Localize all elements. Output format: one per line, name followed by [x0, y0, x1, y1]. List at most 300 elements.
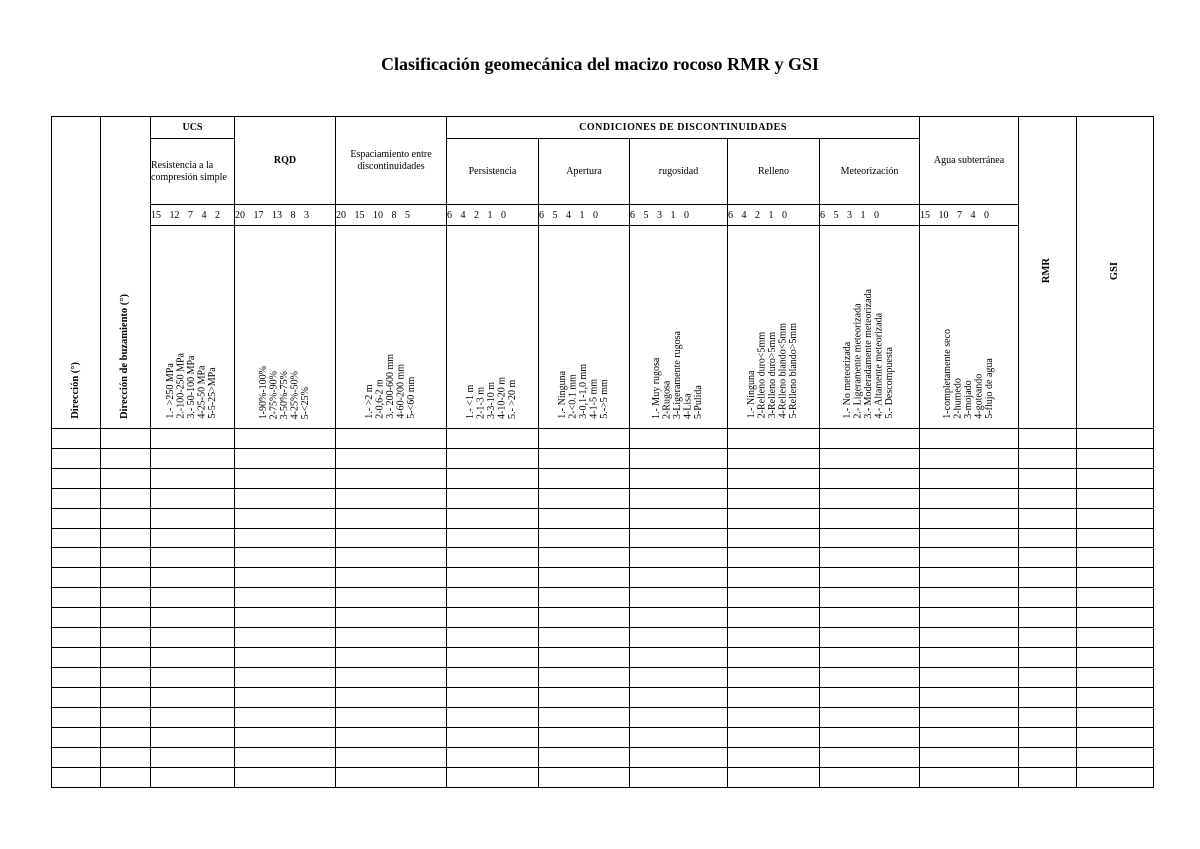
data-cell[interactable]	[820, 608, 920, 628]
data-cell[interactable]	[630, 588, 728, 608]
data-cell[interactable]	[151, 568, 235, 588]
data-cell[interactable]	[539, 428, 630, 448]
data-cell[interactable]	[151, 668, 235, 688]
data-cell[interactable]	[728, 767, 820, 787]
class-option: 3-50%-75%	[278, 370, 290, 419]
data-cell[interactable]	[447, 727, 539, 747]
data-cell[interactable]	[101, 648, 151, 668]
data-cell[interactable]	[630, 468, 728, 488]
data-cell[interactable]	[820, 508, 920, 528]
data-cell[interactable]	[820, 448, 920, 468]
direccion-header: Dirección (°)	[52, 117, 101, 429]
data-cell[interactable]	[52, 628, 101, 648]
data-cell[interactable]	[235, 428, 336, 448]
data-cell[interactable]	[336, 508, 447, 528]
class-option: 1.- <1 m	[465, 384, 477, 419]
agua-header: Agua subterránea	[920, 117, 1019, 205]
data-cell[interactable]	[101, 628, 151, 648]
data-cell[interactable]	[336, 727, 447, 747]
class-option: 5-flujo de agua	[983, 358, 995, 419]
data-cell[interactable]	[151, 508, 235, 528]
data-row	[52, 508, 1154, 528]
data-cell[interactable]	[539, 668, 630, 688]
data-cell[interactable]	[447, 488, 539, 508]
data-cell[interactable]	[630, 648, 728, 668]
data-cell[interactable]	[447, 688, 539, 708]
data-row	[52, 648, 1154, 668]
data-cell[interactable]	[151, 588, 235, 608]
data-cell[interactable]	[101, 668, 151, 688]
data-cell[interactable]	[52, 747, 101, 767]
data-cell[interactable]	[447, 508, 539, 528]
data-cell[interactable]	[1077, 668, 1154, 688]
class-option: 5.- Descompuesta	[884, 347, 896, 419]
data-cell[interactable]	[920, 428, 1019, 448]
data-cell[interactable]	[101, 747, 151, 767]
data-cell[interactable]	[447, 568, 539, 588]
data-cell[interactable]	[235, 608, 336, 628]
data-cell[interactable]	[447, 767, 539, 787]
ucs-scores: 15 12 7 4 2	[151, 205, 235, 226]
data-cell[interactable]	[447, 707, 539, 727]
data-cell[interactable]	[1077, 468, 1154, 488]
data-cell[interactable]	[630, 668, 728, 688]
data-cell[interactable]	[101, 428, 151, 448]
data-cell[interactable]	[1077, 727, 1154, 747]
data-cell[interactable]	[1019, 707, 1077, 727]
rugosidad-header: rugosidad	[630, 139, 728, 205]
data-cell[interactable]	[151, 608, 235, 628]
data-row	[52, 668, 1154, 688]
data-cell[interactable]	[336, 468, 447, 488]
class-option: 3.- Moderadamente meteorizada	[863, 289, 875, 419]
data-cell[interactable]	[336, 707, 447, 727]
data-cell[interactable]	[820, 747, 920, 767]
data-cell[interactable]	[1019, 568, 1077, 588]
data-cell[interactable]	[1019, 548, 1077, 568]
class-option: 1-completamente seco	[941, 329, 953, 419]
class-option: 5-Pulida	[693, 384, 705, 419]
data-cell[interactable]	[447, 747, 539, 767]
data-cell[interactable]	[820, 428, 920, 448]
data-cell[interactable]	[151, 648, 235, 668]
data-cell[interactable]	[728, 548, 820, 568]
data-cell[interactable]	[539, 608, 630, 628]
data-cell[interactable]	[52, 448, 101, 468]
class-option: 2-75%-90%	[268, 370, 280, 419]
data-cell[interactable]	[447, 428, 539, 448]
data-cell[interactable]	[1019, 428, 1077, 448]
data-row	[52, 528, 1154, 548]
data-cell[interactable]	[52, 468, 101, 488]
data-cell[interactable]	[920, 608, 1019, 628]
rug-scores: 6 5 3 1 0	[630, 205, 728, 226]
data-cell[interactable]	[630, 628, 728, 648]
class-option: 4-60-200 mm	[395, 364, 407, 419]
rmr-gsi-table	[51, 116, 1154, 788]
data-cell[interactable]	[920, 688, 1019, 708]
data-cell[interactable]	[101, 568, 151, 588]
data-cell[interactable]	[101, 688, 151, 708]
data-cell[interactable]	[820, 688, 920, 708]
class-option: 5.- >20 m	[507, 379, 519, 419]
data-cell[interactable]	[920, 707, 1019, 727]
data-row	[52, 488, 1154, 508]
data-row	[52, 628, 1154, 648]
data-cell[interactable]	[52, 648, 101, 668]
data-cell[interactable]	[920, 628, 1019, 648]
data-row	[52, 548, 1154, 568]
data-cell[interactable]	[151, 468, 235, 488]
class-option: 3.- 50-100 MPa	[186, 355, 198, 419]
class-option: 3-mojado	[962, 380, 974, 419]
data-cell[interactable]	[52, 707, 101, 727]
data-cell[interactable]	[1077, 548, 1154, 568]
data-cell[interactable]	[447, 548, 539, 568]
data-cell[interactable]	[52, 548, 101, 568]
data-cell[interactable]	[447, 668, 539, 688]
data-row	[52, 588, 1154, 608]
data-cell[interactable]	[101, 767, 151, 787]
data-cell[interactable]	[101, 448, 151, 468]
data-cell[interactable]	[728, 648, 820, 668]
data-cell[interactable]	[1019, 448, 1077, 468]
data-cell[interactable]	[336, 608, 447, 628]
data-cell[interactable]	[1077, 747, 1154, 767]
data-cell[interactable]	[728, 588, 820, 608]
espaciamiento-header: Espaciamiento entre discontinuidades	[336, 117, 447, 205]
data-cell[interactable]	[336, 568, 447, 588]
data-cell[interactable]	[151, 688, 235, 708]
data-cell[interactable]	[101, 508, 151, 528]
data-cell[interactable]	[1019, 528, 1077, 548]
data-cell[interactable]	[820, 568, 920, 588]
data-cell[interactable]	[1077, 508, 1154, 528]
data-cell[interactable]	[52, 488, 101, 508]
data-cell[interactable]	[336, 488, 447, 508]
data-cell[interactable]	[920, 668, 1019, 688]
data-cell[interactable]	[728, 428, 820, 448]
class-option: 1.- Ninguna	[556, 371, 568, 419]
data-cell[interactable]	[630, 608, 728, 628]
data-cell[interactable]	[151, 428, 235, 448]
data-cell[interactable]	[447, 648, 539, 668]
data-cell[interactable]	[235, 588, 336, 608]
data-cell[interactable]	[52, 568, 101, 588]
data-cell[interactable]	[1019, 648, 1077, 668]
data-cell[interactable]	[1019, 767, 1077, 787]
data-cell[interactable]	[539, 508, 630, 528]
data-cell[interactable]	[920, 448, 1019, 468]
meteorizacion-header: Meteorización	[820, 139, 920, 205]
data-cell[interactable]	[235, 747, 336, 767]
buzamiento-header: Dirección de buzamiento (°)	[101, 117, 151, 429]
data-cell[interactable]	[1077, 488, 1154, 508]
data-cell[interactable]	[630, 488, 728, 508]
data-cell[interactable]	[820, 528, 920, 548]
data-cell[interactable]	[920, 767, 1019, 787]
data-cell[interactable]	[630, 528, 728, 548]
data-cell[interactable]	[539, 468, 630, 488]
data-cell[interactable]	[728, 747, 820, 767]
data-cell[interactable]	[1077, 628, 1154, 648]
pers-classes	[447, 226, 539, 429]
data-cell[interactable]	[630, 428, 728, 448]
esp-scores: 20 15 10 8 5	[336, 205, 447, 226]
data-cell[interactable]	[336, 588, 447, 608]
data-cell[interactable]	[630, 548, 728, 568]
class-option: 1.- No meteorizada	[842, 341, 854, 419]
data-cell[interactable]	[1077, 588, 1154, 608]
gsi-header: GSI	[1077, 117, 1154, 429]
data-cell[interactable]	[336, 448, 447, 468]
data-cell[interactable]	[1019, 488, 1077, 508]
data-cell[interactable]	[151, 488, 235, 508]
data-cell[interactable]	[1019, 668, 1077, 688]
data-cell[interactable]	[630, 448, 728, 468]
data-cell[interactable]	[820, 707, 920, 727]
data-cell[interactable]	[1019, 468, 1077, 488]
condiciones-header: CONDICIONES DE DISCONTINUIDADES	[447, 117, 920, 139]
data-cell[interactable]	[920, 508, 1019, 528]
data-cell[interactable]	[630, 707, 728, 727]
data-cell[interactable]	[235, 727, 336, 747]
data-cell[interactable]	[820, 488, 920, 508]
rqd-scores: 20 17 13 8 3	[235, 205, 336, 226]
data-cell[interactable]	[1077, 568, 1154, 588]
data-cell[interactable]	[728, 568, 820, 588]
data-cell[interactable]	[920, 747, 1019, 767]
data-cell[interactable]	[336, 688, 447, 708]
data-cell[interactable]	[151, 747, 235, 767]
data-cell[interactable]	[52, 668, 101, 688]
class-option: 3.- 200-600 mm	[384, 354, 396, 419]
class-option: 4.- Altamente meteorizada	[873, 313, 885, 419]
data-cell[interactable]	[235, 568, 336, 588]
data-cell[interactable]	[1077, 767, 1154, 787]
class-option: 2-<0.1 mm	[567, 374, 579, 419]
data-cell[interactable]	[101, 548, 151, 568]
data-cell[interactable]	[52, 608, 101, 628]
data-cell[interactable]	[336, 628, 447, 648]
data-row	[52, 767, 1154, 787]
data-cell[interactable]	[1019, 688, 1077, 708]
class-option: 4-10-20 m	[496, 376, 508, 419]
class-option: 1.- Ninguna	[746, 371, 758, 419]
data-cell[interactable]	[630, 508, 728, 528]
class-option: 5-5-25>MPa	[207, 367, 219, 419]
data-cell[interactable]	[1019, 747, 1077, 767]
data-cell[interactable]	[447, 588, 539, 608]
data-cell[interactable]	[820, 648, 920, 668]
data-cell[interactable]	[539, 727, 630, 747]
rmr-header: RMR	[1019, 117, 1077, 429]
data-row	[52, 448, 1154, 468]
data-cell[interactable]	[920, 648, 1019, 668]
data-cell[interactable]	[101, 727, 151, 747]
ap-scores: 6 5 4 1 0	[539, 205, 630, 226]
class-option: 5-<60 mm	[405, 376, 417, 419]
data-cell[interactable]	[920, 727, 1019, 747]
data-cell[interactable]	[235, 528, 336, 548]
data-cell[interactable]	[820, 668, 920, 688]
data-cell[interactable]	[539, 767, 630, 787]
data-cell[interactable]	[101, 608, 151, 628]
data-cell[interactable]	[1077, 428, 1154, 448]
data-cell[interactable]	[539, 528, 630, 548]
met-scores: 6 5 3 1 0	[820, 205, 920, 226]
relleno-header: Relleno	[728, 139, 820, 205]
data-cell[interactable]	[728, 727, 820, 747]
data-row	[52, 428, 1154, 448]
data-cell[interactable]	[235, 488, 336, 508]
class-option: 1.- >250 MPa	[165, 363, 177, 419]
data-cell[interactable]	[1019, 508, 1077, 528]
data-cell[interactable]	[1077, 608, 1154, 628]
data-cell[interactable]	[920, 548, 1019, 568]
data-cell[interactable]	[920, 588, 1019, 608]
data-cell[interactable]	[151, 548, 235, 568]
data-cell[interactable]	[336, 767, 447, 787]
data-cell[interactable]	[235, 548, 336, 568]
data-cell[interactable]	[52, 588, 101, 608]
data-cell[interactable]	[820, 727, 920, 747]
data-cell[interactable]	[447, 528, 539, 548]
data-cell[interactable]	[336, 648, 447, 668]
data-cell[interactable]	[920, 568, 1019, 588]
data-cell[interactable]	[630, 568, 728, 588]
data-cell[interactable]	[728, 608, 820, 628]
data-cell[interactable]	[336, 747, 447, 767]
data-cell[interactable]	[52, 767, 101, 787]
data-cell[interactable]	[1077, 688, 1154, 708]
data-cell[interactable]	[630, 688, 728, 708]
data-cell[interactable]	[820, 468, 920, 488]
rqd-header: RQD	[235, 117, 336, 205]
data-cell[interactable]	[235, 668, 336, 688]
data-cell[interactable]	[728, 508, 820, 528]
data-cell[interactable]	[728, 707, 820, 727]
ucs-header: UCS	[151, 117, 235, 139]
data-cell[interactable]	[1077, 707, 1154, 727]
data-cell[interactable]	[235, 767, 336, 787]
data-cell[interactable]	[728, 488, 820, 508]
data-cell[interactable]	[728, 628, 820, 648]
data-cell[interactable]	[539, 448, 630, 468]
data-cell[interactable]	[539, 488, 630, 508]
data-cell[interactable]	[1077, 528, 1154, 548]
data-cell[interactable]	[820, 588, 920, 608]
data-cell[interactable]	[235, 688, 336, 708]
data-cell[interactable]	[151, 628, 235, 648]
class-option: 4-25%-50%	[289, 370, 301, 419]
data-cell[interactable]	[101, 528, 151, 548]
data-cell[interactable]	[235, 508, 336, 528]
data-cell[interactable]	[151, 767, 235, 787]
data-cell[interactable]	[728, 688, 820, 708]
data-cell[interactable]	[151, 727, 235, 747]
data-cell[interactable]	[336, 528, 447, 548]
data-row	[52, 468, 1154, 488]
data-cell[interactable]	[52, 727, 101, 747]
data-cell[interactable]	[539, 747, 630, 767]
data-cell[interactable]	[728, 668, 820, 688]
data-cell[interactable]	[820, 548, 920, 568]
data-cell[interactable]	[539, 548, 630, 568]
data-cell[interactable]	[101, 588, 151, 608]
data-cell[interactable]	[920, 528, 1019, 548]
data-cell[interactable]	[52, 428, 101, 448]
rel-scores: 6 4 2 1 0	[728, 205, 820, 226]
data-cell[interactable]	[336, 668, 447, 688]
data-cell[interactable]	[235, 448, 336, 468]
data-cell[interactable]	[728, 468, 820, 488]
data-cell[interactable]	[539, 628, 630, 648]
data-cell[interactable]	[630, 727, 728, 747]
class-option: 3-3-10 m	[486, 381, 498, 419]
ucs-subheader: Resistencia a la compresión simple	[151, 139, 235, 205]
data-cell[interactable]	[1019, 588, 1077, 608]
data-row	[52, 568, 1154, 588]
data-cell[interactable]	[1019, 727, 1077, 747]
data-cell[interactable]	[920, 468, 1019, 488]
data-cell[interactable]	[101, 707, 151, 727]
data-cell[interactable]	[52, 688, 101, 708]
data-cell[interactable]	[52, 528, 101, 548]
data-cell[interactable]	[235, 707, 336, 727]
data-cell[interactable]	[539, 648, 630, 668]
data-cell[interactable]	[235, 628, 336, 648]
data-cell[interactable]	[336, 428, 447, 448]
class-option: 4-Relleno blando<5mm	[777, 323, 789, 419]
data-cell[interactable]	[151, 707, 235, 727]
data-cell[interactable]	[336, 548, 447, 568]
data-cell[interactable]	[1019, 628, 1077, 648]
data-cell[interactable]	[820, 767, 920, 787]
data-cell[interactable]	[539, 568, 630, 588]
data-cell[interactable]	[1077, 648, 1154, 668]
data-cell[interactable]	[447, 448, 539, 468]
data-cell[interactable]	[630, 767, 728, 787]
page-title: Clasificación geomecánica del macizo rocoso RMR y GSI	[380, 54, 820, 74]
data-cell[interactable]	[820, 628, 920, 648]
data-cell[interactable]	[151, 448, 235, 468]
data-cell[interactable]	[1077, 448, 1154, 468]
data-cell[interactable]	[101, 468, 151, 488]
data-cell[interactable]	[447, 628, 539, 648]
data-cell[interactable]	[52, 508, 101, 528]
data-cell[interactable]	[728, 528, 820, 548]
data-cell[interactable]	[630, 747, 728, 767]
data-cell[interactable]	[920, 488, 1019, 508]
data-cell[interactable]	[235, 648, 336, 668]
data-row	[52, 688, 1154, 708]
data-cell[interactable]	[235, 468, 336, 488]
data-cell[interactable]	[101, 488, 151, 508]
data-cell[interactable]	[447, 608, 539, 628]
data-cell[interactable]	[728, 448, 820, 468]
data-cell[interactable]	[447, 468, 539, 488]
data-cell[interactable]	[539, 688, 630, 708]
data-row	[52, 747, 1154, 767]
persistencia-header: Persistencia	[447, 139, 539, 205]
data-cell[interactable]	[151, 528, 235, 548]
data-row	[52, 727, 1154, 747]
data-cell[interactable]	[539, 707, 630, 727]
data-cell[interactable]	[539, 588, 630, 608]
agua-scores: 15 10 7 4 0	[920, 205, 1019, 226]
data-cell[interactable]	[1019, 608, 1077, 628]
